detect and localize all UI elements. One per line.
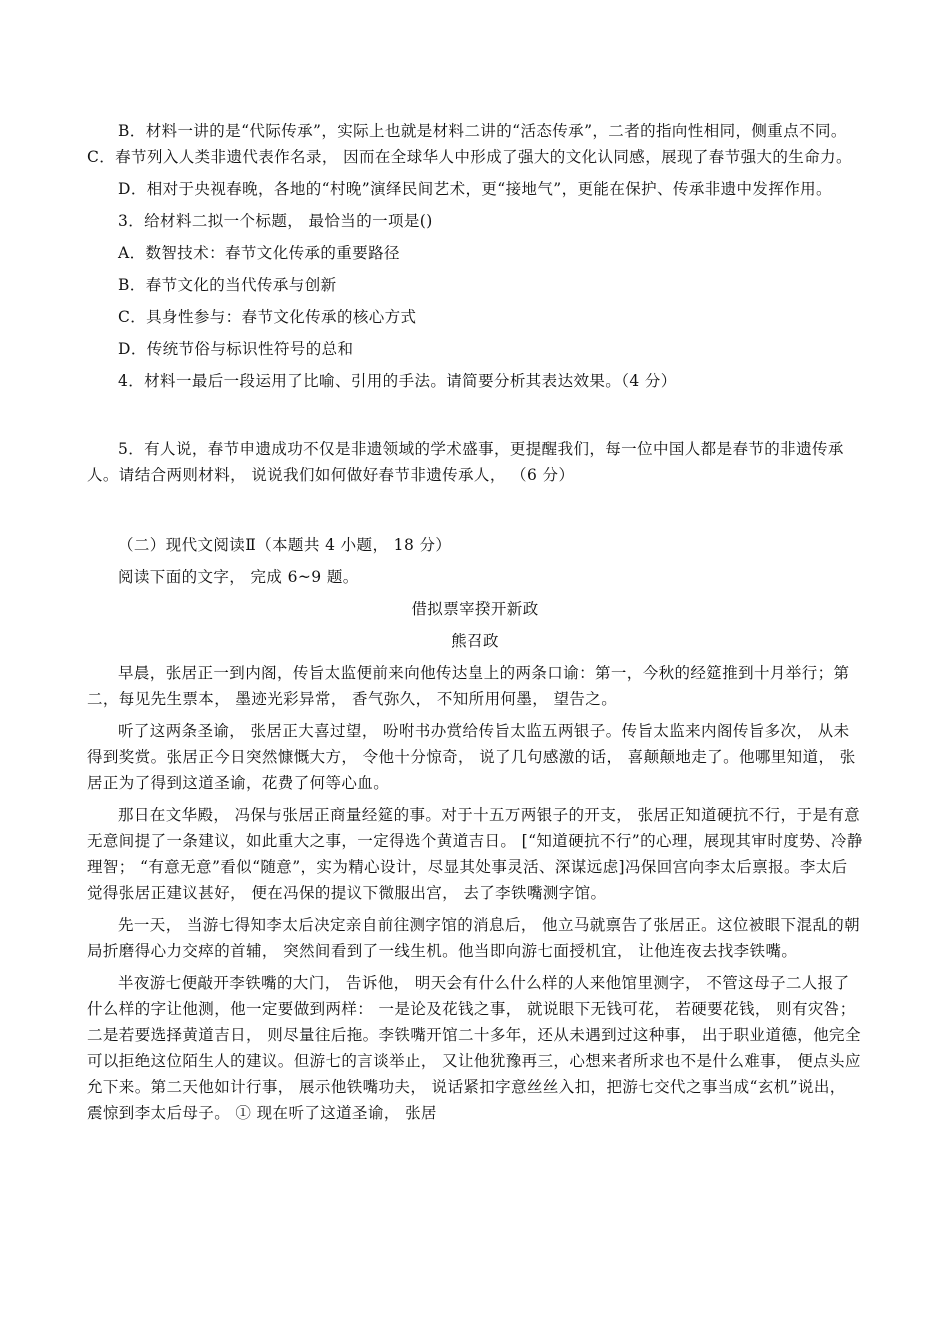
article-paragraph-3: 那日在文华殿， 冯保与张居正商量经筵的事。对于十五万两银子的开支， 张居正知道硬抗不行，于是有意无意间提了一条建议，如此重大之事，一定得选个黄道吉日。 [“知道硬抗不行”的心理，展现其审时度势、冷静理智； “有意无意”看似“随意”，实为精心设计，尽显其处事灵活、深谋远虑]冯保回宫向李太后禀报。李太后觉得张居正建议甚好， 便在冯保的提议下微服出宫， 去了李铁嘴测字馆。 — [87, 806, 863, 902]
article-paragraph-1: 早晨，张居正一到内阁，传旨太监便前来向他传达皇上的两条口谕：第一，今秋的经筵推到十月举行；第二，每见先生票本， 墨迹光彩异常， 香气弥久， 不知所用何墨， 望告之。 — [87, 664, 850, 708]
q3-option-b: B．春节文化的当代传承与创新 — [118, 276, 337, 294]
q3-option-a: A．数智技术：春节文化传承的重要路径 — [118, 244, 400, 262]
section2-instruction: 阅读下面的文字， 完成 6~9 题。 — [118, 568, 359, 586]
q2-option-b-c: B．材料一讲的是“代际传承”，实际上也就是材料二讲的“活态传承”，二者的指向性相同，侧重点不同。C．春节列入人类非遗代表作名录， 因而在全球华人中形成了强大的文化认同感，展现了春节强大的生命力。 — [87, 122, 852, 166]
article-paragraph-2: 听了这两条圣谕， 张居正大喜过望， 吩咐书办赏给传旨太监五两银子。传旨太监来内阁传旨多次， 从未得到奖赏。张居正今日突然慷慨大方， 令他十分惊奇， 说了几句感激的话， 喜颠颠地走了。他哪里知道， 张居正为了得到这道圣谕，花费了何等心血。 — [87, 722, 856, 792]
q5-stem: 5．有人说，春节申遗成功不仅是非遗领域的学术盛事，更提醒我们，每一位中国人都是春节的非遗传承人。请结合两则材料， 说说我们如何做好春节非遗传承人， （6 分） — [87, 440, 844, 484]
q2-option-d: D．相对于央视春晚，各地的“村晚”演绎民间艺术，更“接地气”，更能在保护、传承非遗中发挥作用。 — [118, 180, 832, 198]
document-page — [87, 118, 863, 1132]
section2-heading: （二）现代文阅读Ⅱ（本题共 4 小题， 18 分） — [118, 536, 452, 554]
q3-option-c: C．具身性参与：春节文化传承的核心方式 — [118, 308, 417, 326]
article-title: 借拟票宰揆开新政 — [411, 600, 539, 618]
q4-stem: 4．材料一最后一段运用了比喻、引用的手法。请简要分析其表达效果。（4 分） — [118, 372, 677, 390]
article-paragraph-5: 半夜游七便敲开李铁嘴的大门， 告诉他， 明天会有什么什么样的人来他馆里测字， 不管这母子二人报了什么样的字让他测，他一定要做到两样： 一是论及花钱之事， 就说眼下无钱可花， 若硬要花钱， 则有灾咎； 二是若要选择黄道吉日， 则尽量往后拖。李铁嘴开馆二十多年，还从未遇到过这种事， 出于职业道德，他完全可以拒绝这位陌生人的建议。但游七的言谈举止， 又让他犹豫再三，心想来者所求也不是什么难事， 便点头应允下来。第二天他如计行事， 展示他铁嘴功夫， 说话紧扣字意丝丝入扣，把游七交代之事当成“玄机”说出， 震惊到李太后母子。 ① 现在听了这道圣谕， 张居 — [87, 974, 861, 1122]
q3-stem: 3．给材料二拟一个标题， 最恰当的一项是() — [118, 212, 433, 230]
article-paragraph-4: 先一天， 当游七得知李太后决定亲自前往测字馆的消息后， 他立马就禀告了张居正。这位被眼下混乱的朝局折磨得心力交瘁的首辅， 突然间看到了一线生机。他当即向游七面授机宜， 让他连夜去找李铁嘴。 — [87, 916, 861, 960]
article-author: 熊召政 — [451, 632, 499, 650]
q3-option-d: D．传统节俗与标识性符号的总和 — [118, 340, 354, 358]
